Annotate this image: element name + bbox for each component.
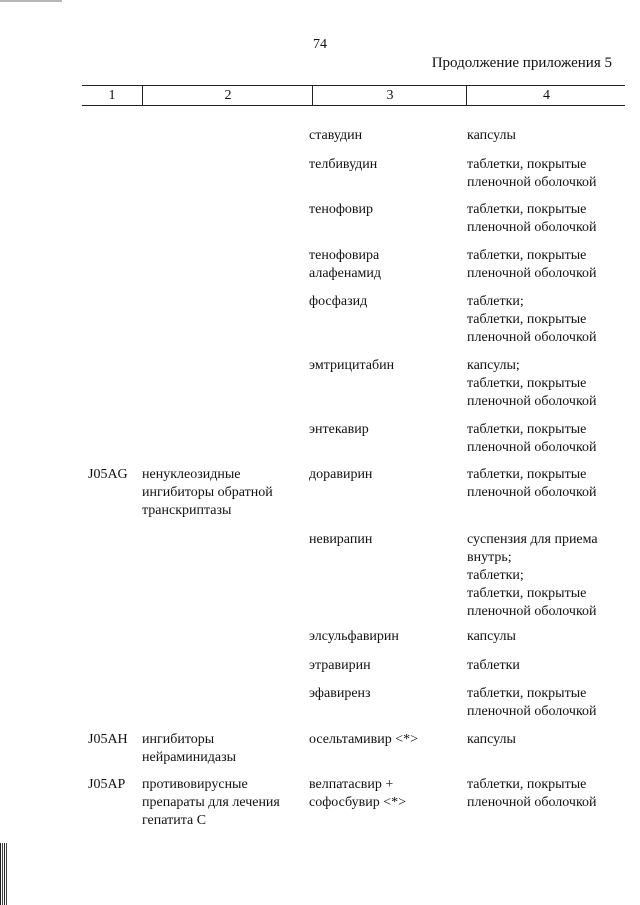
dosage-form [467, 357, 637, 411]
dosage-form-line: таблетки, покрытые [467, 202, 587, 217]
drug-name [309, 421, 459, 439]
dosage-form-line: таблетки, покрытые [467, 422, 587, 437]
drug-name-line: велпатасвир + [309, 777, 394, 792]
dosage-form-line: таблетки, покрытые [467, 586, 587, 601]
dosage-form-line: пленочной оболочкой [467, 795, 597, 810]
dosage-form [467, 201, 637, 237]
dosage-form [467, 127, 637, 145]
dosage-form [467, 776, 637, 812]
column-number-1: 1 [108, 88, 116, 103]
dosage-form-line: таблетки, покрытые [467, 157, 587, 172]
drug-name-line: элсульфавирин [309, 629, 399, 644]
pharmacological-group [142, 466, 302, 520]
appendix-continuation-note: Продолжение приложения 5 [431, 55, 612, 71]
pharmacological-group [142, 731, 302, 767]
dosage-form [467, 293, 637, 347]
dosage-form-line: таблетки [467, 658, 520, 673]
dosage-form-line: пленочной оболочкой [467, 604, 597, 619]
column-number-4: 4 [466, 86, 626, 105]
page-number: 74 [313, 37, 327, 52]
drug-name-line: тенофовир [309, 202, 373, 217]
drug-name [309, 357, 459, 375]
table-column-header [82, 85, 625, 106]
drug-name-line: фосфазид [309, 294, 368, 309]
drug-name-line: невирапин [309, 532, 373, 547]
group-line: ингибиторы обратной [142, 485, 273, 500]
dosage-form-line: таблетки, покрытые [467, 686, 587, 701]
dosage-form-line: пленочной оболочкой [467, 175, 597, 190]
dosage-form-line: капсулы [467, 629, 516, 644]
dosage-form-line: пленочной оболочкой [467, 220, 597, 235]
dosage-form-line: таблетки, покрытые [467, 248, 587, 263]
drug-name-line: софосбувир <*> [309, 795, 407, 810]
dosage-form [467, 628, 637, 646]
drug-name [309, 293, 459, 311]
dosage-form-line: таблетки, покрытые [467, 312, 587, 327]
dosage-form [467, 421, 637, 457]
dosage-form-line: пленочной оболочкой [467, 266, 597, 281]
dosage-form [467, 685, 637, 721]
atc-code: J05AG [88, 467, 128, 482]
drug-name [309, 776, 459, 812]
group-line: ненуклеозидные [142, 467, 241, 482]
dosage-form-line: капсулы [467, 128, 516, 143]
dosage-form [467, 531, 637, 621]
drug-name [309, 201, 459, 219]
group-line: ингибиторы [142, 732, 215, 747]
dosage-form [467, 156, 637, 192]
dosage-form-line: пленочной оболочкой [467, 394, 597, 409]
group-line: противовирусные [142, 777, 248, 792]
drug-name-line: этравирин [309, 658, 371, 673]
dosage-form-line: капсулы [467, 732, 516, 747]
dosage-form [467, 731, 637, 749]
drug-name-line: эмтрицитабин [309, 358, 395, 373]
drug-name [309, 531, 459, 549]
drug-name [309, 657, 459, 675]
column-number-2: 2 [142, 86, 313, 105]
drug-name-line: энтекавир [309, 422, 369, 437]
dosage-form-line: пленочной оболочкой [467, 485, 597, 500]
column-number-3: 3 [312, 86, 467, 105]
drug-name-line: эфавиренз [309, 686, 371, 701]
drug-name-line: осельтамивир <*> [309, 732, 419, 747]
atc-code: J05AH [88, 732, 128, 747]
dosage-form-line: таблетки; [467, 294, 524, 309]
dosage-form-line: внутрь; [467, 550, 512, 565]
dosage-form-line: таблетки; [467, 568, 524, 583]
dosage-form-line: пленочной оболочкой [467, 704, 597, 719]
drug-name [309, 156, 459, 174]
drug-name [309, 685, 459, 703]
drug-name-line: алафенамид [309, 266, 382, 281]
scan-artifact-top [0, 0, 62, 2]
drug-name [309, 466, 459, 484]
pharmacological-group [142, 776, 302, 830]
atc-code: J05AP [88, 777, 126, 792]
dosage-form [467, 657, 637, 675]
group-line: нейраминидазы [142, 750, 237, 765]
dosage-form [467, 466, 637, 502]
group-line: транскриптазы [142, 503, 232, 518]
dosage-form-line: пленочной оболочкой [467, 330, 597, 345]
dosage-form [467, 247, 637, 283]
drug-name-line: доравирин [309, 467, 373, 482]
dosage-form-line: таблетки, покрытые [467, 777, 587, 792]
drug-name [309, 731, 459, 749]
drug-name-line: ставудин [309, 128, 363, 143]
scan-artifact-left [0, 843, 8, 905]
dosage-form-line: таблетки, покрытые [467, 467, 587, 482]
dosage-form-line: суспензия для приема [467, 532, 598, 547]
dosage-form-line: капсулы; [467, 358, 520, 373]
drug-name [309, 127, 459, 145]
dosage-form-line: пленочной оболочкой [467, 440, 597, 455]
drug-name-line: тенофовира [309, 248, 380, 263]
drug-name [309, 628, 459, 646]
drug-name [309, 247, 459, 283]
drug-name-line: телбивудин [309, 157, 378, 172]
dosage-form-line: таблетки, покрытые [467, 376, 587, 391]
group-line: гепатита C [142, 813, 207, 828]
group-line: препараты для лечения [142, 795, 280, 810]
